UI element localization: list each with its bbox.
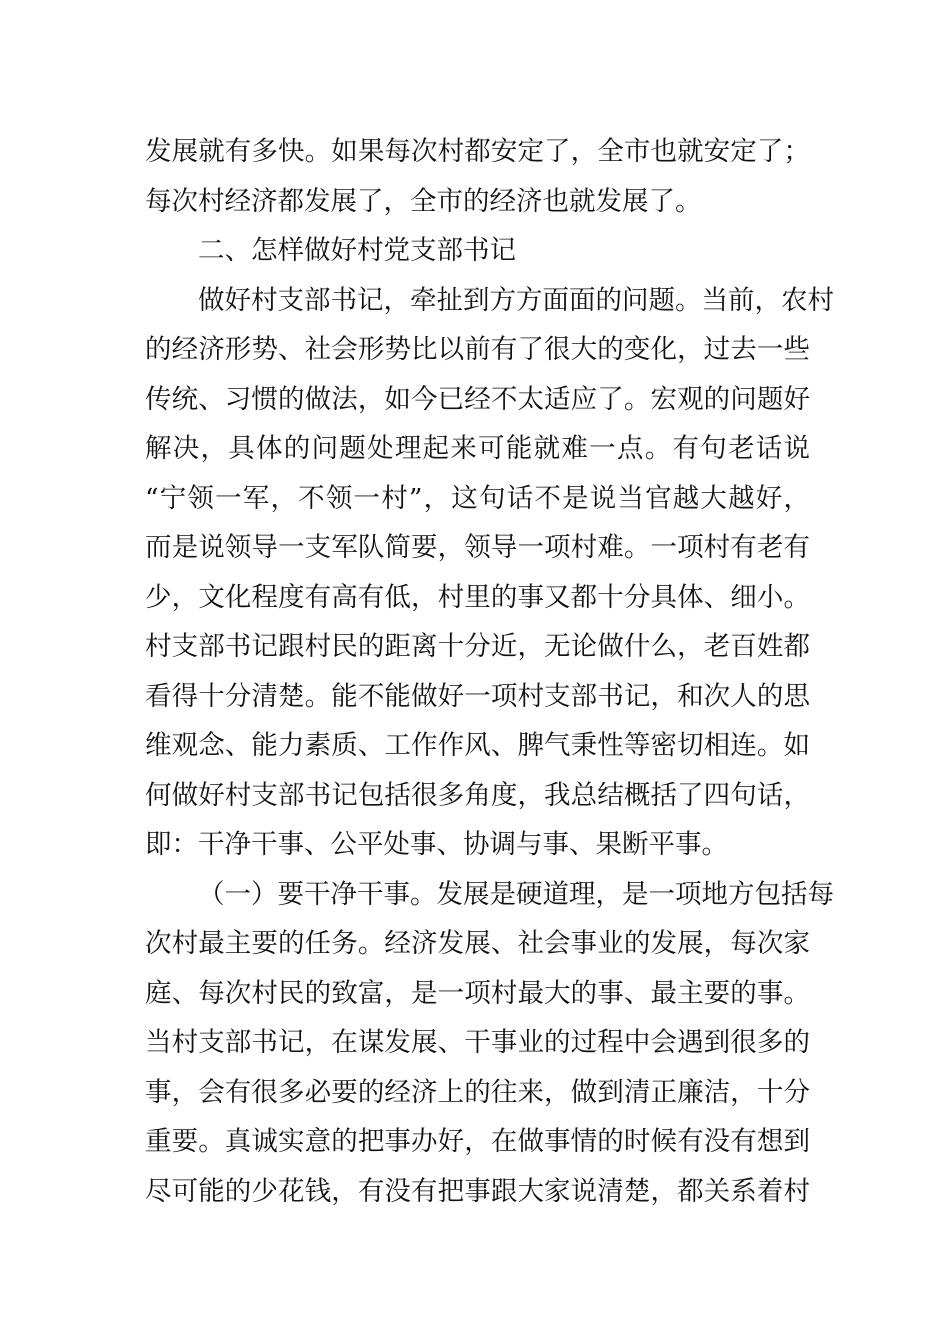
text-line: 的经济形势、社会形势比以前有了很大的变化，过去一些 <box>145 334 810 365</box>
text-line: 尽可能的少花钱，有没有把事跟大家说清楚，都关系着村 <box>145 1175 810 1207</box>
section-heading: 二、怎样做好村党支部书记 <box>198 235 516 266</box>
text-line: 每次村经济都发展了，全市的经济也就发展了。 <box>145 185 702 217</box>
text-line: 看得十分清楚。能不能做好一项村支部书记，和次人的思 <box>145 680 810 712</box>
text-line: 而是说领导一支军队简要，领导一项村难。一项村有老有 <box>145 532 810 563</box>
text-line: 次村最主要的任务。经济发展、社会事业的发展，每次家 <box>145 928 810 959</box>
text-line: 传统、习惯的做法，如今已经不太适应了。宏观的问题好 <box>145 383 810 415</box>
text-line: 做好村支部书记，牵扯到方方面面的问题。当前，农村 <box>198 284 834 316</box>
text-line: “宁领一军，不领一村”，这句话不是说当官越大越好， <box>145 482 810 514</box>
text-line: 庭、每次村民的致富，是一项村最大的事、最主要的事。 <box>145 977 810 1009</box>
text-line: 村支部书记跟村民的距离十分近，无论做什么，老百姓都 <box>145 631 810 662</box>
text-line: 重要。真诚实意的把事办好，在做事情的时候有没有想到 <box>145 1126 810 1157</box>
text-line: 维观念、能力素质、工作作风、脾气秉性等密切相连。如 <box>145 730 810 761</box>
text-line: 解决，具体的问题处理起来可能就难一点。有句老话说 <box>145 433 810 464</box>
text-line: 发展就有多快。如果每次村都安定了，全市也就安定了； <box>145 136 810 167</box>
text-line: 事，会有很多必要的经济上的往来，做到清正廉洁，十分 <box>145 1076 810 1108</box>
text-line: 即：干净干事、公平处事、协调与事、果断平事。 <box>145 829 728 860</box>
subsection-line: （一）要干净干事。发展是硬道理，是一项地方包括每 <box>198 878 834 910</box>
body-text <box>145 127 834 1216</box>
text-line: 当村支部书记，在谋发展、干事业的过程中会遇到很多的 <box>145 1027 810 1058</box>
text-line: 何做好村支部书记包括很多角度，我总结概括了四句话， <box>145 779 810 811</box>
text-line: 少，文化程度有高有低，村里的事又都十分具体、细小。 <box>145 581 810 613</box>
